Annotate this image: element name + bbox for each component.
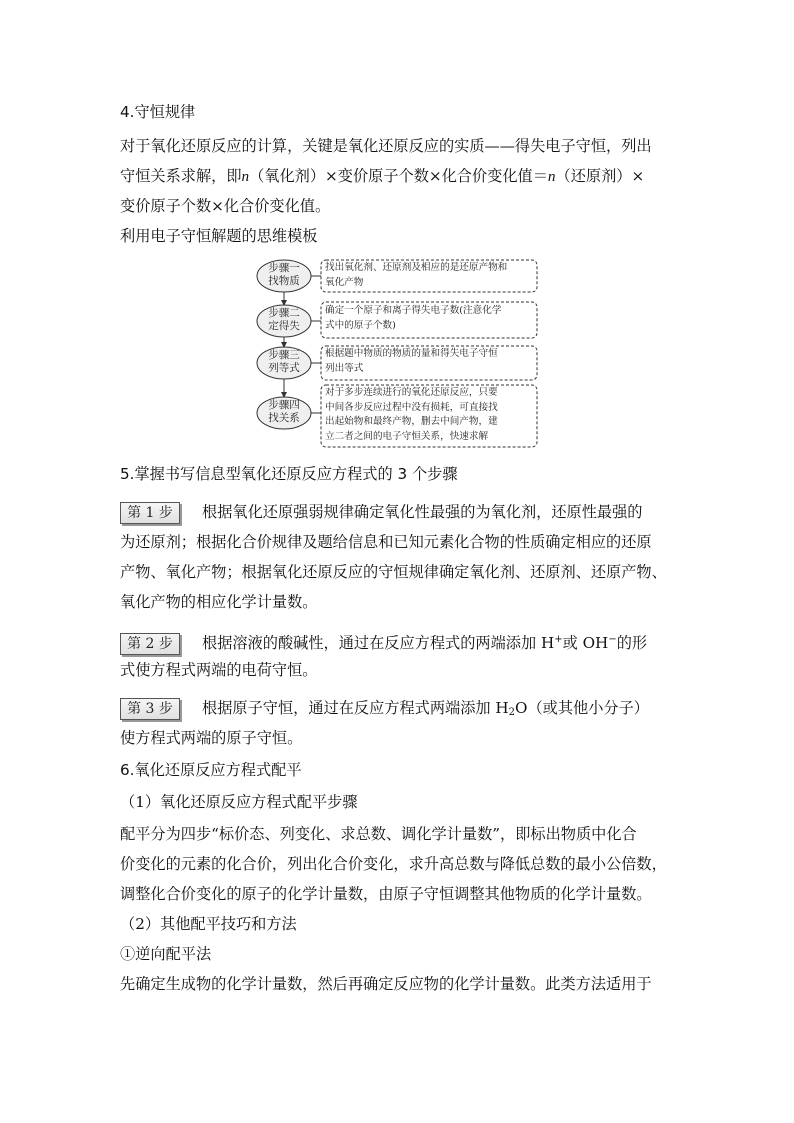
flow-node-label: 步骤一 找物质 (268, 262, 300, 287)
subsection-title: （1）氧化还原反应方程式配平步骤 (120, 793, 358, 811)
variable-n: n (241, 168, 250, 185)
section-5-title: 5.掌握书写信息型氧化还原反应方程式的 3 个步骤 (120, 465, 458, 483)
section-6-title: 6.氧化还原反应方程式配平 (120, 761, 302, 779)
paragraph-line: 先确定生成物的化学计量数，然后再确定反应物的化学计量数。此类方法适用于 (120, 975, 652, 993)
paragraph-line: 配平分为四步“标价态、列变化、求总数、调化学计量数”，即标出物质中化合 (120, 825, 637, 843)
flow-box-text: 确定一个原子和离子得失电子数(注意化学 式中的原子个数) (325, 305, 502, 331)
paragraph-line: 使方程式两端的原子守恒。 (120, 729, 303, 747)
variable-n: n (547, 168, 556, 185)
step-3-badge: 第 3 步 (120, 698, 180, 720)
step-3-block: 第 3 步 根据原子守恒，通过在反应方程式两端添加 $H_2O$（或其他小分子） 使方程式两端的原子守恒。 (120, 693, 680, 753)
document-page (120, 97, 680, 999)
paragraph-line: 变价原子个数×化合价变化值。 (120, 197, 331, 215)
flow-box-text: 对于多步连续进行的氧化还原反应，只要 中间各步反应过程中没有损耗，可直接找 出起始物和最终产物，删去中间产物，建 立二者之间的电子守恒关系，快速求解 (325, 387, 498, 442)
template-title: 利用电子守恒解题的思维模板 (120, 227, 318, 245)
paragraph-line: 对于氧化还原反应的计算，关键是氧化还原反应的实质——得失电子守恒，列出 (120, 137, 652, 155)
method-title: ①逆向配平法 (120, 945, 212, 963)
flow-node-label: 步骤三 列等式 (268, 349, 300, 374)
paragraph-line: 氧化产物的相应化学计量数。 (120, 593, 318, 611)
section-4-title: 4.守恒规律 (120, 103, 196, 121)
step-1-badge: 第 1 步 (120, 502, 180, 524)
step-2-badge: 第 2 步 (120, 633, 180, 655)
paragraph-line: 守恒关系求解，即n（氧化剂）×变价原子个数×化合价变化值＝n（还原剂）× (120, 167, 645, 185)
paragraph-line: 产物、氧化产物；根据氧化还原反应的守恒规律确定氧化剂、还原剂、还原产物、 (120, 563, 667, 581)
paragraph-line: 式使方程式两端的电荷守恒。 (120, 661, 318, 679)
flow-box-text: 找出氧化剂、还原剂及相应的是还原产物和 氧化产物 (325, 262, 508, 288)
flow-box-text: 根据题中物质的物质的量和得失电子守恒 列出等式 (325, 348, 498, 374)
flow-node-label: 步骤四 找关系 (268, 399, 300, 424)
paragraph-line: 价变化的元素的化合价，列出化合价变化，求升高总数与降低总数的最小公倍数， (120, 855, 667, 873)
paragraph-line: 调整化合价变化的原子的化学计量数，由原子守恒调整其他物质的化学计量数。 (120, 885, 652, 903)
subsection-title: （2）其他配平技巧和方法 (120, 915, 297, 933)
step-1-block: 第 1 步 根据氧化还原强弱规律确定氧化性最强的为氧化剂，还原性最强的 为还原剂；根据化合价规律及题给信息和已知元素化合物的性质确定相应的还原 产物、氧化产物；根据氧化还原反应的守恒规律确定氧化剂、还原剂、还原产物、 氧化产物的相应化学计量数。 (120, 497, 680, 617)
flow-node-label: 步骤二 定得失 (268, 307, 300, 332)
step-2-block: 第 2 步 根据溶液的酸碱性，通过在反应方程式的两端添加 H+或 OH−的形 式使方程式两端的电荷守恒。 (120, 625, 680, 685)
paragraph-line: 为还原剂；根据化合价规律及题给信息和已知元素化合物的性质确定相应的还原 (120, 533, 652, 551)
electron-conservation-flowchart (120, 251, 680, 459)
